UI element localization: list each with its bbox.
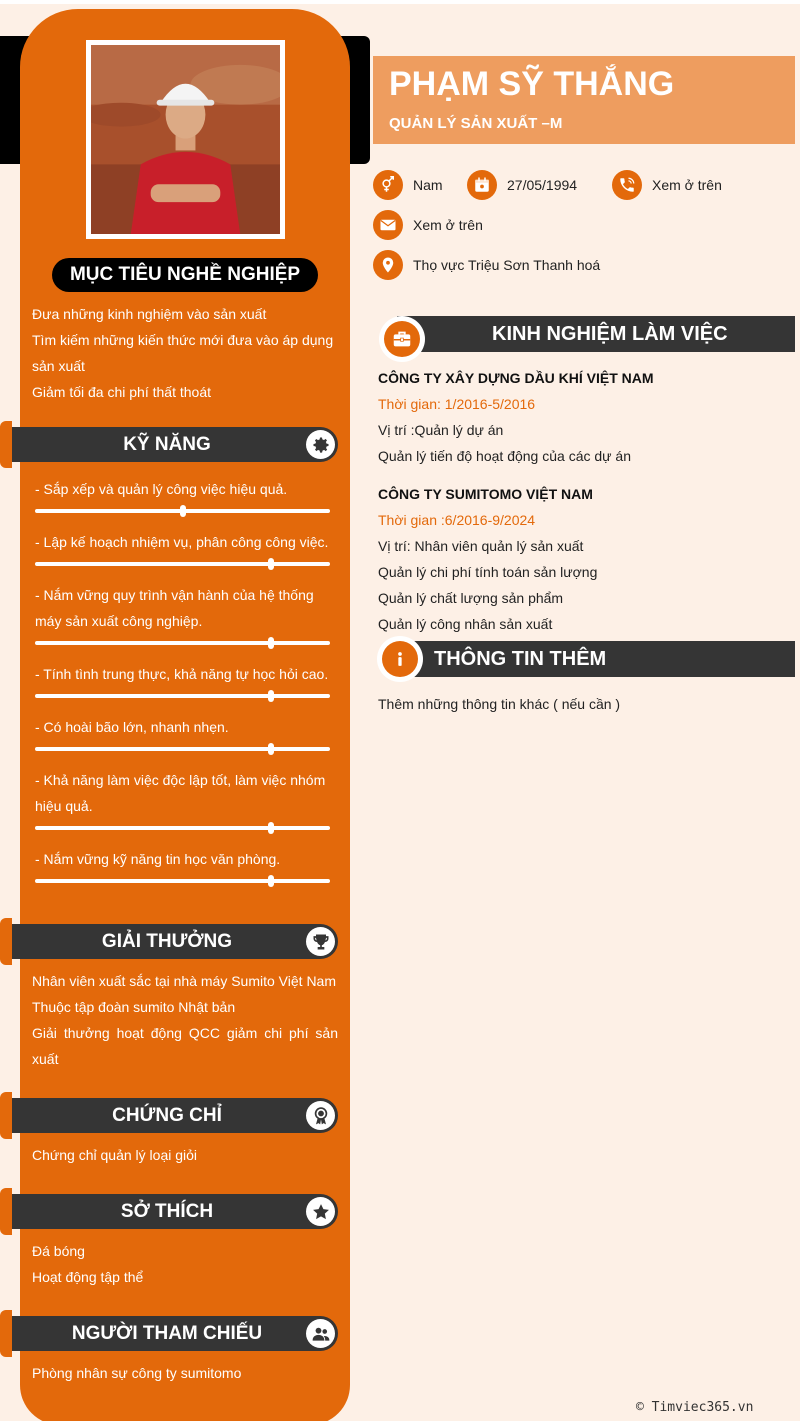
skill-item: - Tính tình trung thực, khả năng tự học hỏi cao. [35, 666, 329, 682]
skills-heading [12, 427, 338, 462]
name-banner [373, 56, 795, 144]
hobbies-heading [12, 1194, 338, 1229]
hobby-line: Hoạt động tập thể [32, 1269, 144, 1285]
hobbies-title: SỞ THÍCH [120, 1201, 214, 1222]
location-pin-icon [373, 250, 403, 280]
objective-line: Đưa những kinh nghiệm vào sản xuất [32, 306, 267, 322]
address-value: Thọ vực Triệu Sơn Thanh hoá [413, 257, 601, 273]
job-detail: Quản lý chất lượng sản phẩm [378, 590, 564, 606]
skill-bar [35, 562, 330, 566]
cv-page [0, 4, 800, 1421]
heading-tab [0, 1310, 12, 1357]
calendar-icon [467, 170, 497, 200]
star-icon [306, 1197, 335, 1226]
skill-knob [268, 690, 274, 702]
awards-heading [12, 924, 338, 959]
certificate-line: Chứng chỉ quản lý loại giỏi [32, 1147, 198, 1163]
objective-line: Tìm kiếm những kiến thức mới đưa vào áp dụng sản xuất [32, 332, 334, 374]
skill-knob [268, 558, 274, 570]
candidate-name: PHẠM SỸ THẮNG [389, 65, 675, 103]
medal-icon [306, 1101, 335, 1130]
job-detail: Vị trí :Quản lý dự án [378, 422, 504, 438]
skill-bar [35, 641, 330, 645]
gender-value: Nam [413, 177, 443, 193]
experience-heading [397, 316, 795, 352]
skill-item: - Nắm vững kỹ năng tin học văn phòng. [35, 851, 281, 867]
awards-title: GIẢI THƯỞNG [101, 931, 233, 952]
job-company: CÔNG TY XÂY DỰNG DẦU KHÍ VIỆT NAM [378, 370, 654, 386]
job-detail: Quản lý chi phí tính toán sản lượng [378, 564, 598, 580]
objective-heading: MỤC TIÊU NGHỀ NGHIỆP [52, 258, 318, 292]
additional-text: Thêm những thông tin khác ( nếu cần ) [378, 696, 621, 712]
heading-tab [0, 1092, 12, 1139]
briefcase-icon-bg [384, 321, 420, 357]
people-icon [306, 1319, 335, 1348]
additional-title: THÔNG TIN THÊM [434, 648, 607, 670]
job-entry [378, 481, 778, 637]
skill-bar [35, 879, 330, 883]
job-period: Thời gian :6/2016-9/2024 [378, 512, 536, 528]
birthday-value: 27/05/1994 [507, 177, 578, 193]
objective-line: Giảm tối đa chi phí thất thoát [32, 384, 211, 400]
skill-bar [35, 694, 330, 698]
mail-icon [373, 210, 403, 240]
phone-icon [612, 170, 642, 200]
skill-bar [35, 747, 330, 751]
info-icon-bg [382, 641, 418, 677]
certificates-heading [12, 1098, 338, 1133]
skill-knob [180, 505, 186, 517]
trophy-icon [306, 927, 335, 956]
hobby-line: Đá bóng [32, 1243, 85, 1259]
job-entry [378, 365, 778, 469]
award-line: Nhân viên xuất sắc tại nhà máy Sumito Việt Nam [32, 973, 337, 989]
job-company: CÔNG TY SUMITOMO VIỆT NAM [378, 486, 593, 502]
certificates-text [32, 1142, 338, 1168]
email-value: Xem ở trên [413, 217, 483, 233]
heading-tab [0, 918, 12, 965]
phone-value: Xem ở trên [652, 177, 722, 193]
certificates-title: CHỨNG CHỈ [112, 1105, 222, 1126]
skill-item: - Có hoài bão lớn, nhanh nhẹn. [35, 719, 229, 735]
hobbies-text [32, 1238, 338, 1290]
heading-tab [0, 421, 12, 468]
skill-bar [35, 826, 330, 830]
job-period: Thời gian: 1/2016-5/2016 [378, 396, 536, 412]
award-line: Thuộc tập đoàn sumito Nhật bản [32, 999, 236, 1015]
skill-item: - Khả năng làm việc độc lập tốt, làm việc nhóm hiệu quả. [35, 772, 326, 814]
candidate-role: QUẢN LÝ SẢN XUẤT –M [389, 115, 563, 132]
job-detail: Quản lý công nhân sản xuất [378, 616, 553, 632]
skill-item: - Lập kế hoạch nhiệm vụ, phân công công việc. [35, 534, 329, 550]
additional-heading [397, 641, 795, 677]
skill-knob [268, 875, 274, 887]
heading-tab [0, 1188, 12, 1235]
gender-icon [373, 170, 403, 200]
skill-knob [268, 637, 274, 649]
objective-text [32, 301, 338, 405]
skill-bar [35, 509, 330, 513]
briefcase-icon [379, 316, 425, 362]
skill-item: - Nắm vững quy trình vận hành của hệ thống máy sản xuất công nghiệp. [35, 587, 314, 629]
references-text [32, 1360, 338, 1386]
skills-title: KỸ NĂNG [123, 434, 211, 455]
skill-item: - Sắp xếp và quản lý công việc hiệu quả. [35, 481, 288, 497]
references-heading [12, 1316, 338, 1351]
experience-title: KINH NGHIỆM LÀM VIỆC [492, 323, 728, 345]
job-detail: Quản lý tiến độ hoạt động của các dự án [378, 448, 631, 464]
info-icon [377, 636, 423, 682]
skill-knob [268, 822, 274, 834]
awards-text [32, 968, 338, 1072]
award-line: Giải thưởng hoạt động QCC giảm chi phí sản xuất [32, 1025, 338, 1067]
job-detail: Vị trí: Nhân viên quản lý sản xuất [378, 538, 584, 554]
skill-knob [268, 743, 274, 755]
gear-icon [306, 430, 335, 459]
footer-credit: © Timviec365.vn [636, 1400, 754, 1415]
reference-line: Phòng nhân sự công ty sumitomo [32, 1365, 242, 1381]
references-title: NGƯỜI THAM CHIẾU [71, 1323, 263, 1344]
avatar [86, 40, 285, 239]
